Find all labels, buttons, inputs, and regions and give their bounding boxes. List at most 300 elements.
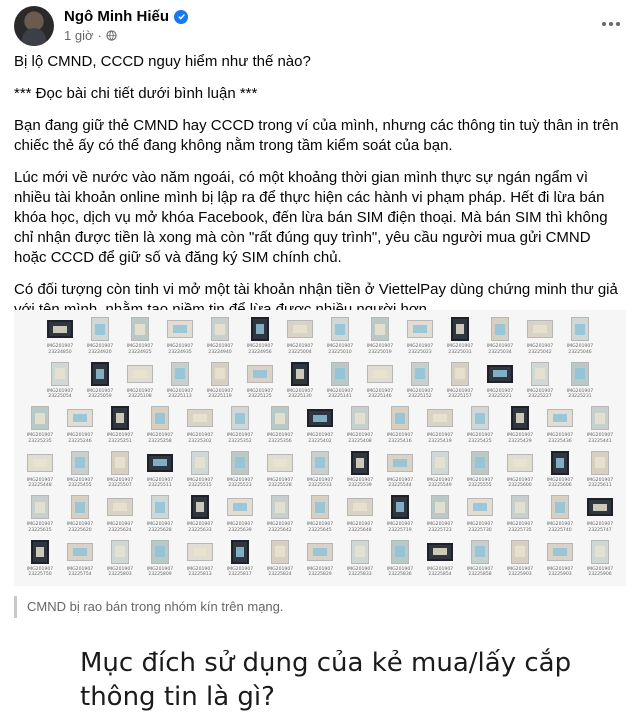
file-name-suffix: 23225515 (188, 483, 212, 488)
id-card-photo (31, 406, 49, 430)
file-name-prefix: IMG201907 (346, 522, 374, 527)
file-name-suffix: 23225054 (48, 394, 72, 399)
file-name-suffix: 23225858 (468, 572, 492, 577)
file-thumbnail[interactable] (260, 403, 300, 448)
file-name-suffix: 23225402 (308, 438, 332, 444)
file-name-prefix: IMG201907 (466, 477, 494, 483)
file-thumbnail[interactable] (340, 403, 380, 448)
file-name-prefix: IMG201907 (266, 433, 294, 438)
file-thumbnail[interactable] (260, 448, 300, 493)
file-thumbnail[interactable] (260, 537, 300, 582)
file-name-prefix: IMG201907 (586, 522, 614, 527)
id-card-photo (391, 406, 409, 430)
file-thumbnail[interactable] (340, 492, 380, 537)
file-thumbnail[interactable] (360, 314, 400, 359)
file-thumbnail[interactable] (580, 403, 620, 448)
file-thumbnail[interactable] (380, 492, 420, 537)
id-card-photo (31, 495, 49, 519)
file-name-suffix: 23225611 (588, 483, 612, 488)
file-thumbnail[interactable] (560, 359, 600, 404)
file-name-suffix: 23224956 (248, 349, 272, 355)
file-name-suffix: 23224925 (128, 349, 152, 355)
file-name-suffix: 23225633 (188, 527, 212, 533)
file-thumbnail[interactable] (480, 359, 520, 404)
id-card-photo (351, 451, 369, 475)
file-name-suffix: 23225157 (448, 394, 472, 399)
id-card-photo (51, 362, 69, 386)
post-text (14, 52, 626, 332)
id-card-photo (591, 451, 609, 475)
file-name-prefix: IMG201907 (246, 344, 274, 349)
author-name[interactable]: Ngô Minh Hiếu (64, 8, 169, 25)
file-thumbnail[interactable] (200, 314, 240, 359)
id-card-photo (451, 362, 469, 386)
file-name-suffix: 23225747 (588, 527, 612, 533)
file-name-prefix: IMG201907 (286, 388, 314, 394)
id-card-photo (411, 362, 429, 386)
file-thumbnail[interactable] (140, 537, 180, 582)
file-thumbnail[interactable] (100, 448, 140, 493)
file-name-prefix: IMG201907 (406, 344, 434, 349)
file-name-suffix: 23225730 (468, 527, 492, 533)
post-image[interactable] (14, 310, 626, 586)
file-name-suffix: 23225425 (468, 438, 492, 444)
file-thumbnail[interactable] (40, 314, 80, 359)
id-card-photo (151, 406, 169, 430)
file-name-suffix: 23225600 (508, 483, 532, 488)
file-name-prefix: IMG201907 (506, 522, 534, 527)
file-name-prefix: IMG201907 (426, 522, 454, 527)
file-thumbnail[interactable] (340, 448, 380, 493)
id-card-photo (527, 320, 553, 338)
file-name-suffix: 23225817 (228, 572, 252, 577)
id-card-photo (427, 409, 453, 427)
file-thumbnail[interactable] (380, 537, 420, 582)
file-thumbnail[interactable] (140, 403, 180, 448)
file-thumbnail[interactable] (100, 537, 140, 582)
file-name-suffix: 23225408 (348, 438, 372, 444)
file-name-suffix: 23225419 (428, 438, 452, 444)
file-name-suffix: 23225046 (568, 349, 592, 355)
file-thumbnail[interactable] (300, 492, 340, 537)
file-name-suffix: 23225146 (368, 394, 392, 399)
id-card-photo (151, 495, 169, 519)
file-name-suffix: 23225906 (588, 572, 612, 577)
file-name-prefix: IMG201907 (46, 388, 74, 394)
file-thumbnail[interactable] (100, 403, 140, 448)
id-card-photo (467, 498, 493, 516)
article-heading: Mục đích sử dụng của kẻ mua/lấy cắp thông tin là gì? (80, 648, 572, 712)
id-card-photo (387, 454, 413, 472)
file-name-prefix: IMG201907 (86, 344, 114, 349)
id-card-photo (171, 362, 189, 386)
file-thumbnail[interactable] (220, 492, 260, 537)
file-name-suffix: 23225903 (508, 572, 532, 577)
file-thumbnail[interactable] (80, 314, 120, 359)
file-name-prefix: IMG201907 (446, 388, 474, 394)
file-name-prefix: IMG201907 (306, 477, 334, 483)
id-card-photo (551, 495, 569, 519)
file-name-prefix: IMG201907 (66, 477, 94, 483)
id-card-photo (131, 317, 149, 341)
file-name-prefix: IMG201907 (546, 566, 574, 572)
id-card-photo (111, 451, 129, 475)
file-name-prefix: IMG201907 (346, 566, 374, 572)
file-name-suffix: 23224850 (48, 349, 72, 355)
file-thumbnail[interactable] (340, 537, 380, 582)
file-thumbnail[interactable] (420, 403, 460, 448)
id-card-photo (111, 406, 129, 430)
id-card-photo (591, 540, 609, 564)
file-thumbnail[interactable] (520, 314, 560, 359)
file-name-prefix: IMG201907 (166, 388, 194, 394)
file-thumbnail[interactable] (420, 448, 460, 493)
file-name-suffix: 23225130 (288, 394, 312, 399)
id-card-photo (67, 409, 93, 427)
file-name-suffix: 23225231 (568, 394, 592, 399)
file-name-suffix: 23225227 (528, 394, 552, 399)
file-name-suffix: 23224935 (168, 349, 192, 355)
file-name-prefix: IMG201907 (586, 477, 614, 483)
file-name-prefix: IMG201907 (486, 344, 514, 349)
id-card-photo (351, 406, 369, 430)
file-thumbnail[interactable] (260, 492, 300, 537)
file-thumbnail[interactable] (580, 537, 620, 582)
image-caption: CMND bị rao bán trong nhóm kín trên mạng. (14, 596, 626, 618)
id-card-photo (107, 498, 133, 516)
file-name-prefix: IMG201907 (186, 477, 214, 483)
file-thumbnail[interactable] (460, 537, 500, 582)
file-thumbnail[interactable] (440, 314, 480, 359)
file-name-suffix: 23225836 (388, 572, 412, 577)
file-thumbnail[interactable] (380, 403, 420, 448)
file-name-prefix: IMG201907 (366, 388, 394, 394)
file-name-suffix: 23225824 (268, 572, 292, 577)
file-thumbnail[interactable] (120, 359, 160, 404)
file-name-suffix: 23225511 (148, 483, 172, 488)
id-card-photo (151, 540, 169, 564)
file-name-prefix: IMG201907 (426, 477, 454, 483)
author-row (64, 8, 188, 25)
id-card-photo (431, 495, 449, 519)
file-thumbnail[interactable] (200, 359, 240, 404)
id-card-photo (511, 540, 529, 564)
file-thumbnail[interactable] (320, 314, 360, 359)
id-card-photo (471, 540, 489, 564)
file-name-prefix: IMG201907 (546, 522, 574, 527)
file-name-prefix: IMG201907 (486, 388, 514, 394)
id-card-photo (167, 320, 193, 338)
id-card-photo (67, 543, 93, 561)
file-name-prefix: IMG201907 (426, 566, 454, 572)
id-card-photo (111, 540, 129, 564)
file-thumbnail[interactable] (420, 492, 460, 537)
file-name-prefix: IMG201907 (106, 477, 134, 483)
file-thumbnail[interactable] (360, 359, 400, 404)
file-thumbnail[interactable] (280, 314, 320, 359)
file-name-prefix: IMG201907 (466, 522, 494, 527)
file-name-prefix: IMG201907 (246, 388, 274, 394)
id-card-photo (187, 409, 213, 427)
file-thumbnail[interactable] (400, 314, 440, 359)
id-card-photo (307, 543, 333, 561)
id-card-photo (227, 498, 253, 516)
post-paragraph: Lúc mới về nước vào năm ngoái, có một khoảng thời gian mình thực sự ngán ngẩm vì nhiều tài khoản online mình bị lập ra để thực hiện các hành vi phạm pháp. Hết đi lừa bán khóa học, dịch vụ mở khóa Facebook, đến lừa bán SIM điện thoại. Mà bán SIM thì không chỉ nhận được tiền là xong mà còn "rất đúng quy trình", yêu cầu người mua gửi CMND hoặc CCCD để giữ số và đăng ký SIM chính chủ. (14, 169, 608, 266)
id-card-photo (311, 451, 329, 475)
id-card-photo (471, 451, 489, 475)
file-name-prefix: IMG201907 (266, 566, 294, 572)
file-thumbnail[interactable] (580, 492, 620, 537)
file-thumbnail[interactable] (460, 448, 500, 493)
file-name-suffix: 23225034 (488, 349, 512, 355)
id-card-photo (71, 495, 89, 519)
file-name-prefix: IMG201907 (146, 433, 174, 438)
file-thumbnail[interactable] (540, 403, 580, 448)
file-thumbnail[interactable] (480, 314, 520, 359)
file-name-prefix: IMG201907 (226, 433, 254, 438)
file-thumbnail[interactable] (580, 448, 620, 493)
file-thumbnail[interactable] (60, 448, 100, 493)
id-card-photo (367, 365, 393, 383)
file-thumbnail[interactable] (180, 537, 220, 582)
file-thumbnail[interactable] (60, 492, 100, 537)
file-name-prefix: IMG201907 (546, 433, 574, 438)
file-name-suffix: 23225719 (388, 527, 412, 533)
file-name-prefix: IMG201907 (186, 522, 214, 527)
post-time[interactable]: 1 giờ (64, 28, 94, 43)
file-name-suffix: 23225258 (148, 438, 172, 444)
id-card-photo (291, 362, 309, 386)
file-name-prefix: IMG201907 (266, 477, 294, 483)
file-name-prefix: IMG201907 (546, 477, 574, 483)
file-thumbnail[interactable] (20, 448, 60, 493)
file-name-suffix: 23225555 (468, 483, 492, 488)
file-name-prefix: IMG201907 (106, 566, 134, 572)
file-thumbnail[interactable] (440, 359, 480, 404)
id-card-photo (191, 495, 209, 519)
id-card-photo (591, 406, 609, 430)
file-thumbnail-grid (20, 314, 620, 582)
file-name-suffix: 23225809 (148, 572, 172, 577)
file-name-suffix: 23225302 (188, 438, 212, 444)
file-name-prefix: IMG201907 (586, 433, 614, 438)
file-thumbnail[interactable] (80, 359, 120, 404)
file-thumbnail[interactable] (300, 448, 340, 493)
file-thumbnail[interactable] (100, 492, 140, 537)
id-card-photo (391, 495, 409, 519)
file-thumbnail[interactable] (160, 359, 200, 404)
file-name-suffix: 23225352 (228, 438, 252, 444)
file-name-suffix: 23225735 (508, 527, 532, 533)
file-name-suffix: 23225620 (68, 527, 92, 533)
file-name-suffix: 23224920 (88, 349, 112, 355)
id-card-photo (391, 540, 409, 564)
file-thumbnail[interactable] (240, 314, 280, 359)
file-thumbnail[interactable] (300, 403, 340, 448)
file-name-prefix: IMG201907 (146, 566, 174, 572)
id-card-photo (191, 451, 209, 475)
id-card-photo (231, 451, 249, 475)
post-paragraph: Bị lộ CMND, CCCD nguy hiểm như thế nào? (14, 53, 311, 70)
file-name-prefix: IMG201907 (126, 388, 154, 394)
file-name-suffix: 23225235 (28, 438, 52, 444)
file-thumbnail[interactable] (500, 537, 540, 582)
meta-separator: · (97, 28, 102, 43)
file-name-suffix: 23225639 (228, 527, 252, 533)
file-name-prefix: IMG201907 (386, 433, 414, 438)
file-thumbnail[interactable] (280, 359, 320, 404)
file-name-suffix: 23225740 (548, 527, 572, 533)
file-name-suffix: 23225010 (328, 349, 352, 355)
file-thumbnail[interactable] (320, 359, 360, 404)
file-name-prefix: IMG201907 (466, 433, 494, 438)
id-card-photo (211, 362, 229, 386)
id-card-photo (491, 317, 509, 341)
id-card-photo (351, 540, 369, 564)
file-name-suffix: 23225645 (308, 527, 332, 533)
file-thumbnail[interactable] (180, 403, 220, 448)
file-name-suffix: 23225059 (88, 394, 112, 399)
file-name-suffix: 23225624 (108, 527, 132, 533)
file-thumbnail[interactable] (460, 492, 500, 537)
file-name-suffix: 23225544 (388, 483, 412, 488)
file-name-prefix: IMG201907 (226, 566, 254, 572)
file-name-suffix: 23225221 (488, 394, 512, 399)
file-name-suffix: 23225141 (328, 394, 352, 399)
file-name-prefix: IMG201907 (266, 522, 294, 527)
file-thumbnail[interactable] (380, 448, 420, 493)
file-name-suffix: 23225416 (388, 438, 412, 444)
file-name-suffix: 23225023 (408, 349, 432, 355)
file-thumbnail[interactable] (140, 448, 180, 493)
id-card-photo (571, 362, 589, 386)
file-thumbnail[interactable] (220, 448, 260, 493)
file-thumbnail[interactable] (20, 537, 60, 582)
file-name-suffix: 23225813 (188, 572, 212, 577)
file-thumbnail[interactable] (240, 359, 280, 404)
post-paragraph: Bạn đang giữ thẻ CMND hay CCCD trong ví của mình, nhưng các thông tin tuỳ thân in trên chiếc thẻ ấy có thể đang không nằm trong tầm kiểm soát của bạn. (14, 117, 619, 154)
verified-badge-icon (174, 10, 188, 24)
file-thumbnail[interactable] (140, 492, 180, 537)
id-card-photo (271, 406, 289, 430)
id-card-photo (307, 409, 333, 427)
file-name-suffix: 23225019 (368, 349, 392, 355)
file-name-suffix: 23225246 (68, 438, 92, 444)
id-card-photo (271, 540, 289, 564)
post-paragraph: Có đối tượng còn tinh vi mở một tài khoản nhận tiền ở ViettelPay dùng chứng minh thư giả (14, 281, 618, 298)
id-card-photo (267, 454, 293, 472)
file-name-suffix: 23225441 (588, 438, 612, 444)
id-card-photo (187, 543, 213, 561)
file-name-prefix: IMG201907 (206, 344, 234, 349)
file-thumbnail[interactable] (60, 403, 100, 448)
file-name-prefix: IMG201907 (566, 388, 594, 394)
file-thumbnail[interactable] (20, 492, 60, 537)
file-thumbnail[interactable] (500, 448, 540, 493)
file-name-suffix: 23225042 (528, 349, 552, 355)
file-name-suffix: 23225549 (428, 483, 452, 488)
file-thumbnail[interactable] (540, 492, 580, 537)
file-name-suffix: 23225606 (548, 483, 572, 488)
file-name-prefix: IMG201907 (106, 433, 134, 438)
id-card-photo (251, 317, 269, 341)
id-card-photo (311, 495, 329, 519)
file-thumbnail[interactable] (540, 537, 580, 582)
file-thumbnail[interactable] (60, 537, 100, 582)
file-name-prefix: IMG201907 (526, 344, 554, 349)
avatar[interactable] (14, 6, 54, 46)
file-thumbnail[interactable] (120, 314, 160, 359)
globe-icon[interactable] (106, 30, 117, 41)
id-card-photo (287, 320, 313, 338)
file-thumbnail[interactable] (540, 448, 580, 493)
file-name-prefix: IMG201907 (26, 477, 54, 483)
id-card-photo (71, 451, 89, 475)
file-name-prefix: IMG201907 (366, 344, 394, 349)
id-card-photo (511, 406, 529, 430)
file-name-suffix: 23225152 (408, 394, 432, 399)
file-thumbnail[interactable] (220, 403, 260, 448)
file-name-prefix: IMG201907 (506, 433, 534, 438)
file-name-suffix: 23225119 (208, 394, 232, 399)
id-card-photo (31, 540, 49, 564)
id-card-photo (147, 454, 173, 472)
file-thumbnail[interactable] (400, 359, 440, 404)
id-card-photo (231, 540, 249, 564)
file-thumbnail[interactable] (180, 448, 220, 493)
more-dot (616, 22, 620, 26)
file-name-prefix: IMG201907 (186, 566, 214, 572)
file-name-suffix: 23225803 (108, 572, 132, 577)
file-name-prefix: IMG201907 (226, 522, 254, 527)
file-name-prefix: IMG201907 (66, 566, 94, 572)
file-thumbnail[interactable] (460, 403, 500, 448)
file-thumbnail[interactable] (220, 537, 260, 582)
file-name-prefix: IMG201907 (106, 522, 134, 527)
post-meta (64, 28, 117, 43)
file-name-suffix: 23225854 (428, 572, 452, 577)
file-thumbnail[interactable] (420, 537, 460, 582)
file-name-suffix: 23225455 (68, 483, 92, 488)
file-name-prefix: IMG201907 (126, 344, 154, 349)
file-name-suffix: 23225004 (288, 349, 312, 355)
more-options-button[interactable] (599, 14, 623, 34)
file-thumbnail[interactable] (180, 492, 220, 537)
file-name-prefix: IMG201907 (286, 344, 314, 349)
id-card-photo (331, 317, 349, 341)
file-thumbnail[interactable] (500, 492, 540, 537)
id-card-photo (27, 454, 53, 472)
file-thumbnail[interactable] (20, 403, 60, 448)
file-name-suffix: 23225754 (68, 572, 92, 577)
file-name-suffix: 23225615 (28, 527, 52, 533)
file-name-prefix: IMG201907 (146, 477, 174, 483)
file-thumbnail[interactable] (560, 314, 600, 359)
more-options-icon (602, 22, 606, 26)
id-card-photo (587, 498, 613, 516)
file-name-suffix: 23225125 (248, 394, 272, 399)
file-thumbnail[interactable] (500, 403, 540, 448)
file-name-prefix: IMG201907 (426, 433, 454, 438)
file-thumbnail[interactable] (520, 359, 560, 404)
file-thumbnail[interactable] (300, 537, 340, 582)
file-name-suffix: 23225436 (548, 438, 572, 444)
file-name-prefix: IMG201907 (386, 522, 414, 527)
more-dot (609, 22, 613, 26)
id-card-photo (427, 543, 453, 561)
file-thumbnail[interactable] (160, 314, 200, 359)
file-thumbnail[interactable] (40, 359, 80, 404)
